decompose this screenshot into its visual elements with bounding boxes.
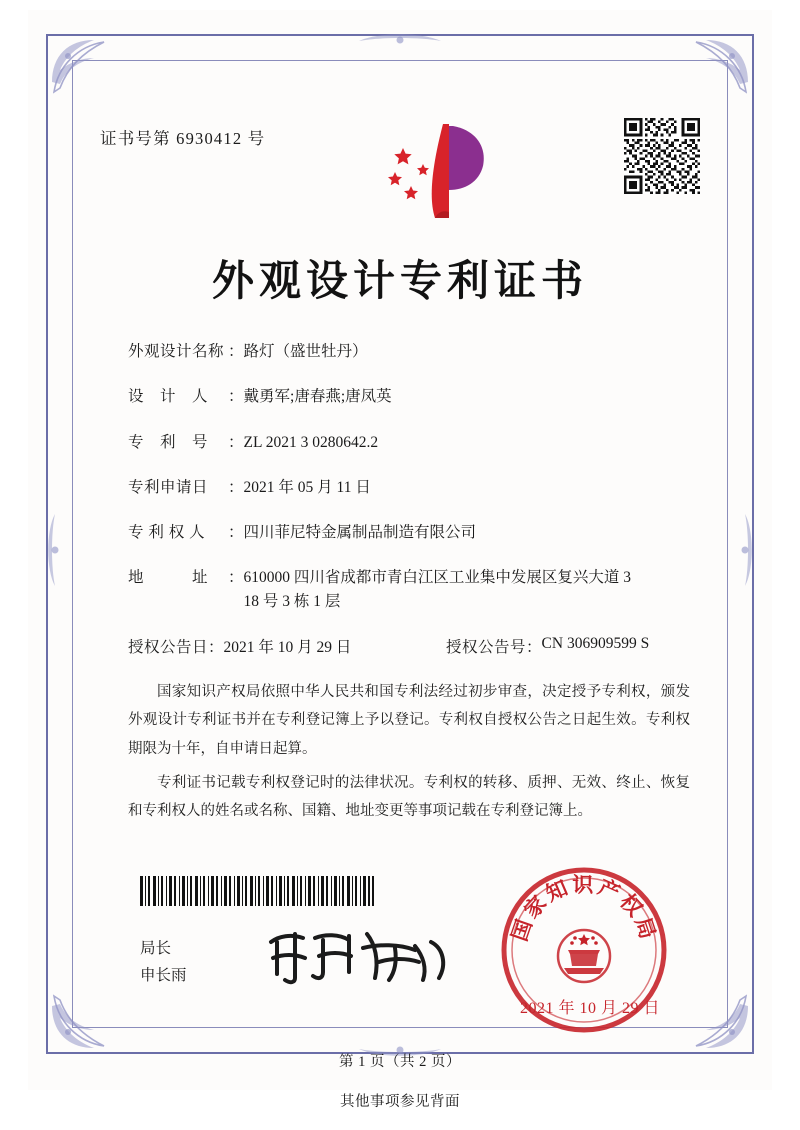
field-value: 四川菲尼特金属制品制造有限公司: [243, 524, 477, 541]
field-value: 2021 年 05 月 11 日: [243, 478, 371, 496]
edge-ornament-icon: [44, 510, 66, 590]
field-value: 戴勇军;唐春燕;唐凤英: [243, 388, 392, 406]
certificate-number: 证书号第 6930412 号: [100, 129, 266, 148]
field-value: ZL 2021 3 0280642.2: [243, 433, 379, 451]
edge-ornament-icon: [734, 510, 756, 590]
handwritten-signature-icon: [263, 922, 453, 990]
field-colon: ：: [208, 638, 224, 656]
field-grant-date: [128, 635, 446, 657]
field-colon: ：: [228, 478, 244, 496]
signature-title: 局长: [140, 940, 172, 957]
legal-paragraph-2: 专利证书记载专利权登记时的法律状况。专利权的转移、质押、无效、终止、恢复和专利权人的姓名或名称、国籍、地址变更等事项记载在专利登记簿上。: [128, 774, 690, 820]
corner-ornament-icon: [682, 36, 752, 106]
corner-ornament-icon: [682, 982, 752, 1052]
address-line-2: 18 号 3 栋 1 层: [243, 592, 341, 610]
field-grant-number: [446, 635, 649, 657]
page-title: 外观设计专利证书: [211, 259, 588, 305]
seal-date: 2021 年 10 月 29 日: [520, 1000, 661, 1017]
field-colon: ：: [228, 343, 244, 360]
signature-name: 申长雨: [140, 967, 187, 985]
corner-ornament-icon: [48, 982, 118, 1052]
field-value: 2021 年 10 月 29 日: [223, 638, 352, 656]
field-designers: [128, 385, 688, 408]
field-address: [128, 566, 688, 613]
barcode: [140, 876, 374, 906]
field-colon: ：: [526, 638, 542, 656]
footer-note: 其他事项参见背面: [340, 1094, 460, 1110]
field-label: 外观设计名称: [128, 343, 225, 360]
field-value: [244, 566, 688, 613]
field-colon: ：: [228, 433, 244, 451]
patent-certificate: [28, 10, 772, 1090]
field-label: 专 利 号: [128, 433, 209, 451]
field-patentee: [128, 521, 688, 544]
field-patent-number: [128, 431, 688, 454]
legal-paragraph-1: 国家知识产权局依照中华人民共和国专利法经过初步审查，决定授予专利权，颁发外观设计专利证书并在专利登记簿上予以登记。专利权自授权公告之日起生效。专利权期限为十年，自申请日起算。: [128, 684, 690, 757]
address-line-1: 610000 四川省成都市青白江区工业集中发展区复兴大道 3: [243, 569, 632, 587]
corner-ornament-icon: [48, 36, 118, 106]
field-colon: ：: [228, 569, 244, 587]
page-number: 第 1 页（共 2 页）: [339, 1054, 461, 1070]
field-label: 授权公告号: [446, 638, 527, 656]
field-label: 地 址: [128, 569, 209, 587]
field-value: CN 306909599 S: [541, 634, 650, 652]
field-application-date: [128, 476, 688, 499]
field-grant-row: [128, 635, 688, 657]
patent-fields: [128, 340, 688, 667]
qr-code-icon: [624, 118, 700, 194]
field-label: 授权公告日: [128, 638, 209, 656]
field-value: 路灯（盛世牡丹）: [243, 343, 368, 360]
cnipa-logo-icon: [383, 120, 498, 225]
field-colon: ：: [228, 524, 244, 541]
edge-ornament-icon: [355, 30, 445, 50]
field-label: 专 利 权 人: [128, 524, 206, 541]
field-design-name: [128, 340, 688, 363]
signature-block: [140, 935, 187, 989]
legal-text: [128, 678, 690, 831]
field-label: 设 计 人: [128, 388, 209, 406]
field-label: 专利申请日: [128, 478, 209, 496]
svg-text:国家知识产权局: 国家知识产权局: [507, 872, 661, 945]
field-colon: ：: [228, 388, 244, 406]
